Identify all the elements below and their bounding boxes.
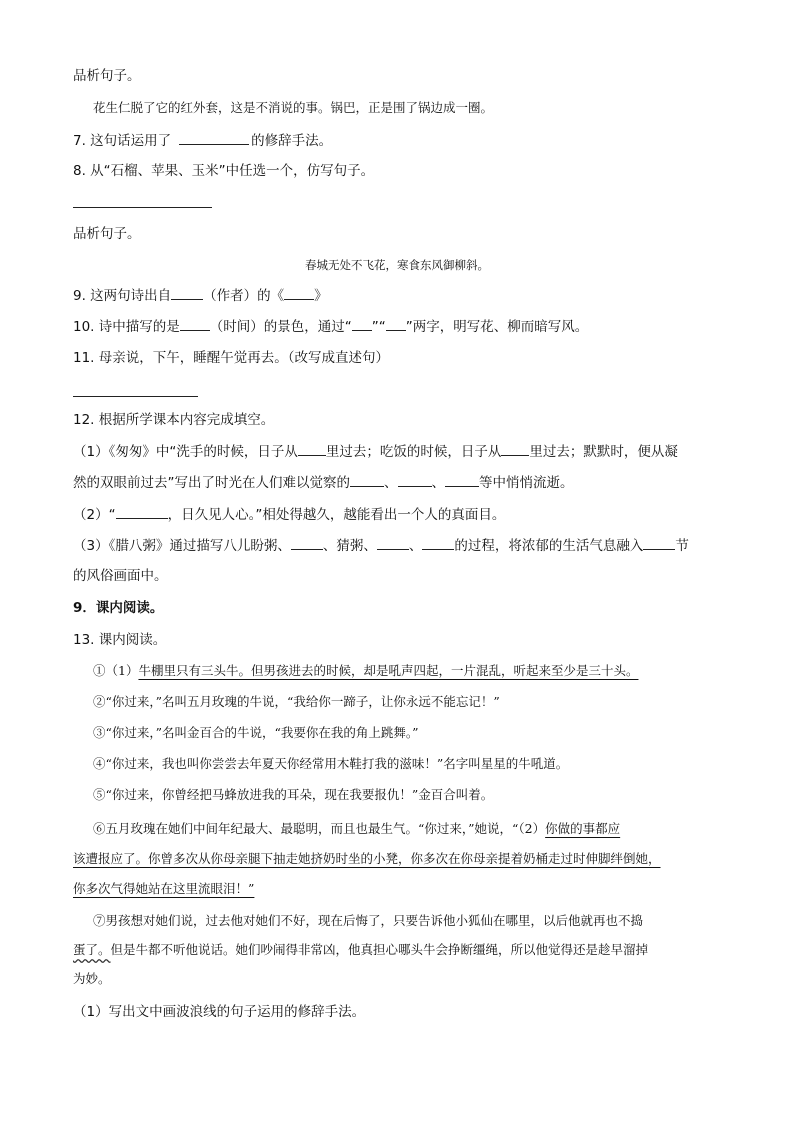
reading-paragraph-6-cont: 该遭报应了。你曾多次从你母亲腿下抽走她挤奶时坐的小凳，你多次在你母亲提着奶桶走过时伸脚绊倒她， xyxy=(73,851,661,866)
question-12-part-2: （2）“ ，日久见人心。”相处得越久，越能看出一个人的真面目。 xyxy=(73,504,505,525)
question-13: 13. 课内阅读。 xyxy=(73,632,167,648)
reading-paragraph-7-cont: 为妙。 xyxy=(73,971,111,986)
section-title: 9．课内阅读。 xyxy=(73,600,164,616)
reading-paragraph-5: ⑤“你过来，你曾经把马蜂放进我的耳朵，现在我要报仇！”金百合叫着。 xyxy=(93,787,494,802)
reading-paragraph-6: ⑥五月玫瑰在她们中间年纪最大、最聪明，而且也最生气。“你过来，”她说，“（2）你做的事都应 xyxy=(93,821,621,836)
reading-paragraph-7: ⑦男孩想对她们说，过去他对她们不好，现在后悔了，只要告诉他小狐仙在哪里，以后他就再也不捣 xyxy=(93,913,644,928)
answer-blank[interactable] xyxy=(501,441,529,456)
answer-blank[interactable] xyxy=(643,535,675,550)
reading-paragraph-4: ④“你过来，我也叫你尝尝去年夏天你经常用木鞋打我的滋味！”名字叫星星的牛吼道。 xyxy=(93,756,569,771)
answer-line[interactable] xyxy=(73,207,212,208)
section-heading: 品析句子。 xyxy=(73,226,141,242)
reading-paragraph-7-cont: 蛋了。但是牛都不听他说话。她们吵闹得非常凶，他真担心哪头牛会挣断缰绳，所以他觉得还是趁早溜掉 xyxy=(73,942,649,957)
section-heading: 品析句子。 xyxy=(73,68,141,84)
question-9: 9. 这两句诗出自 （作者）的《 》 xyxy=(73,285,328,306)
question-12-part-3: （3）《腊八粥》通过描写八儿盼粥、 、猜粥、 、 的过程，将浓郁的生活气息融入 节 xyxy=(73,535,689,556)
question-12-part-1-cont: 然的双眼前过去”写出了时光在人们难以觉察的 、 、 等中悄悄流逝。 xyxy=(73,472,574,493)
answer-blank[interactable] xyxy=(116,504,168,519)
answer-blank[interactable] xyxy=(180,316,210,331)
answer-blank[interactable] xyxy=(284,285,314,300)
question-8: 8. 从“石榴、苹果、玉米”中任选一个，仿写句子。 xyxy=(73,163,375,179)
sub-question-1: （1）写出文中画波浪线的句子运用的修辞手法。 xyxy=(73,1004,366,1020)
reading-paragraph-3: ③“你过来，”名叫金百合的牛说，“我要你在我的角上跳舞。” xyxy=(93,725,419,740)
underlined-sentence: 你做的事都应 xyxy=(545,821,621,836)
question-12: 12. 根据所学课本内容完成填空。 xyxy=(73,412,275,428)
answer-blank[interactable] xyxy=(171,285,203,300)
reading-paragraph-6-cont: 你多次气得她站在这里流眼泪！” xyxy=(73,881,255,896)
wavy-underlined-sentence: 蛋了。 xyxy=(73,942,111,957)
answer-blank[interactable] xyxy=(298,441,326,456)
poem-line: 春城无处不飞花，寒食东风御柳斜。 xyxy=(305,258,489,272)
question-12-part-1: （1）《匆匆》中“洗手的时候，日子从 里过去；吃饭的时候，日子从 里过去；默默时，便从凝 xyxy=(73,441,678,462)
answer-blank[interactable] xyxy=(352,316,372,331)
answer-line[interactable] xyxy=(73,396,198,397)
quoted-sentence: 花生仁脱了它的红外套，这是不消说的事。锅巴，正是围了锅边成一圈。 xyxy=(93,100,494,115)
answer-blank[interactable] xyxy=(445,472,479,487)
answer-blank[interactable] xyxy=(422,535,454,550)
answer-blank[interactable] xyxy=(350,472,384,487)
reading-paragraph-1: ①（1）牛棚里只有三头牛。但男孩进去的时候，却是吼声四起，一片混乱，听起来至少是三十头。 xyxy=(93,663,639,678)
question-11: 11. 母亲说，下午，睡醒午觉再去。（改写成直述句） xyxy=(73,350,390,366)
reading-paragraph-2: ②“你过来，”名叫五月玫瑰的牛说，“我给你一蹄子，让你永远不能忘记！” xyxy=(93,694,500,709)
question-10: 10. 诗中描写的是 （时间）的景色，通过“ ”“ ”两字，明写花、柳而暗写风。 xyxy=(73,316,588,337)
question-12-part-3-cont: 的风俗画面中。 xyxy=(73,568,168,584)
answer-blank[interactable] xyxy=(291,535,323,550)
answer-blank[interactable] xyxy=(398,472,432,487)
underlined-sentence: 牛棚里只有三头牛。但男孩进去的时候，却是吼声四起，一片混乱，听起来至少是三十头。 xyxy=(138,663,639,678)
answer-blank[interactable] xyxy=(386,316,406,331)
answer-blank[interactable] xyxy=(377,535,409,550)
question-7: 7. 这句话运用了 的修辞手法。 xyxy=(73,130,332,151)
answer-blank[interactable] xyxy=(179,130,249,145)
